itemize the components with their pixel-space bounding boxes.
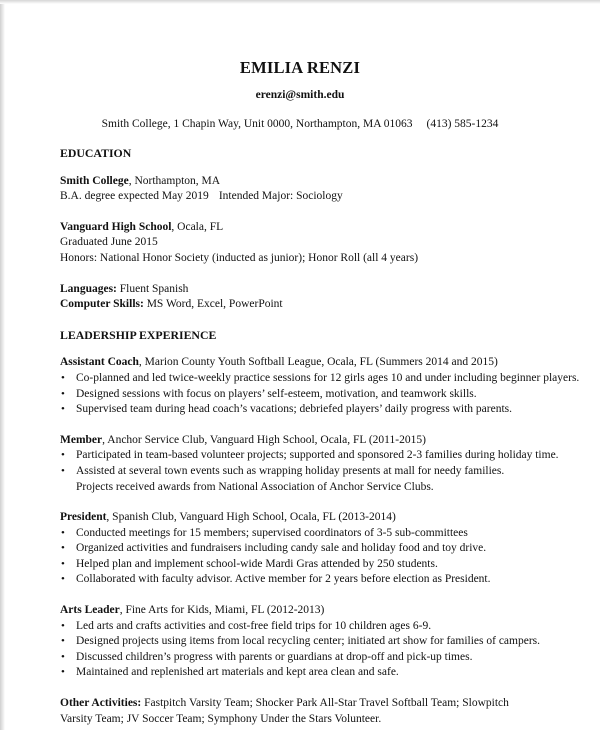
- role-detail: , Fine Arts for Kids, Miami, FL (2012-2013): [119, 604, 325, 617]
- role-bullets: [60, 526, 540, 588]
- role-detail: , Marion County Youth Softball League, Ocala, FL (Summers 2014 and 2015): [138, 356, 498, 369]
- role-title: Member: [60, 433, 103, 446]
- bullet-item: • Participated in team-based volunteer projects; supported and sponsored 2-3 families during holiday time.: [60, 448, 540, 464]
- bullet-item: • Assisted at several town events such as wrapping holiday presents at mall for needy families. Projects received awards from National Association of Anchor Service Clubs.: [60, 464, 536, 495]
- role-entry: [60, 355, 580, 417]
- other-activities-label: Other Activities:: [60, 697, 142, 710]
- skills-block: [60, 282, 540, 313]
- page-top-shadow: [0, 0, 600, 4]
- computer-skills-label: Computer Skills:: [60, 298, 144, 311]
- bullet-item: • Helped plan and implement school-wide Mardi Gras attended by 250 students.: [60, 557, 540, 573]
- role-title: Assistant Coach: [60, 356, 139, 369]
- honors-line: Honors: National Honor Society (inducted as junior); Honor Roll (all 4 years): [60, 251, 419, 264]
- leadership-heading: LEADERSHIP EXPERIENCE: [60, 327, 217, 342]
- role-bullets: [60, 448, 559, 495]
- major-line: Intended Major: Sociology: [218, 190, 343, 203]
- other-activities-value: Fastpitch Varsity Team; Shocker Park All-Star Travel Softball Team; Slowpitch Varsity Team; JV Soccer Team; Symphony Under the Stars Volunteer.: [60, 697, 509, 725]
- languages-value: Fluent Spanish: [116, 282, 189, 295]
- education-heading: EDUCATION: [60, 146, 132, 160]
- role-bullets: [60, 619, 540, 681]
- candidate-email: erenzi@smith.edu: [255, 89, 345, 101]
- school-location: , Ocala, FL: [171, 220, 224, 233]
- computer-skills-value: MS Word, Excel, PowerPoint: [143, 298, 283, 311]
- bullet-item: • Organized activities and fundraisers including candy sale and holiday food and toy drive.: [60, 541, 540, 557]
- bullet-item: • Co-planned and led twice-weekly practice sessions for 12 girls ages 10 and under including beginner players.: [60, 371, 540, 387]
- other-activities: [60, 696, 540, 727]
- school-location: , Northampton, MA: [128, 174, 221, 187]
- school-name: Smith College: [60, 174, 129, 187]
- school-entry: [60, 174, 540, 205]
- role-title: President: [60, 511, 107, 524]
- candidate-address: Smith College, 1 Chapin Way, Unit 0000, Northampton, MA 01063: [101, 118, 413, 130]
- degree-line: B.A. degree expected May 2019: [60, 190, 209, 203]
- bullet-item: • Designed sessions with focus on players’ self-esteem, motivation, and teamwork skills.: [60, 387, 540, 403]
- role-title: Arts Leader: [60, 604, 120, 617]
- role-detail: , Spanish Club, Vanguard High School, Ocala, FL (2013-2014): [106, 511, 396, 524]
- school-name: Vanguard High School: [60, 220, 172, 233]
- role-entry: [60, 433, 559, 495]
- resume-body: [60, 146, 580, 727]
- page-edge-shadow: [0, 0, 5, 730]
- bullet-item: • Supervised team during head coach’s vacations; debriefed players’ daily progress with parents.: [60, 402, 540, 418]
- candidate-name: EMILIA RENZI: [239, 58, 361, 77]
- bullet-item: • Collaborated with faculty advisor. Active member for 2 years before election as President.: [60, 572, 540, 588]
- role-entry: [60, 603, 540, 681]
- languages-label: Languages:: [60, 282, 117, 295]
- bullet-item: • Conducted meetings for 15 members; supervised coordinators of 3-5 sub-committees: [60, 526, 540, 542]
- bullet-item: • Maintained and replenished art materials and kept area clean and safe.: [60, 665, 540, 681]
- graduation-line: Graduated June 2015: [60, 236, 158, 249]
- bullet-item: • Designed projects using items from local recycling center; initiated art show for families of campers.: [60, 634, 540, 650]
- bullet-item: • Led arts and crafts activities and cost-free field trips for 10 children ages 6-9.: [60, 619, 540, 635]
- role-bullets: [60, 371, 580, 418]
- school-entry: [60, 220, 540, 267]
- role-detail: , Anchor Service Club, Vanguard High School, Ocala, FL (2011-2015): [102, 433, 426, 446]
- role-entry: [60, 510, 540, 588]
- candidate-phone: (413) 585-1234: [426, 118, 499, 130]
- bullet-item: • Discussed children’s progress with parents or guardians at drop-off and pick-up times.: [60, 650, 540, 666]
- contact-line: [0, 118, 600, 130]
